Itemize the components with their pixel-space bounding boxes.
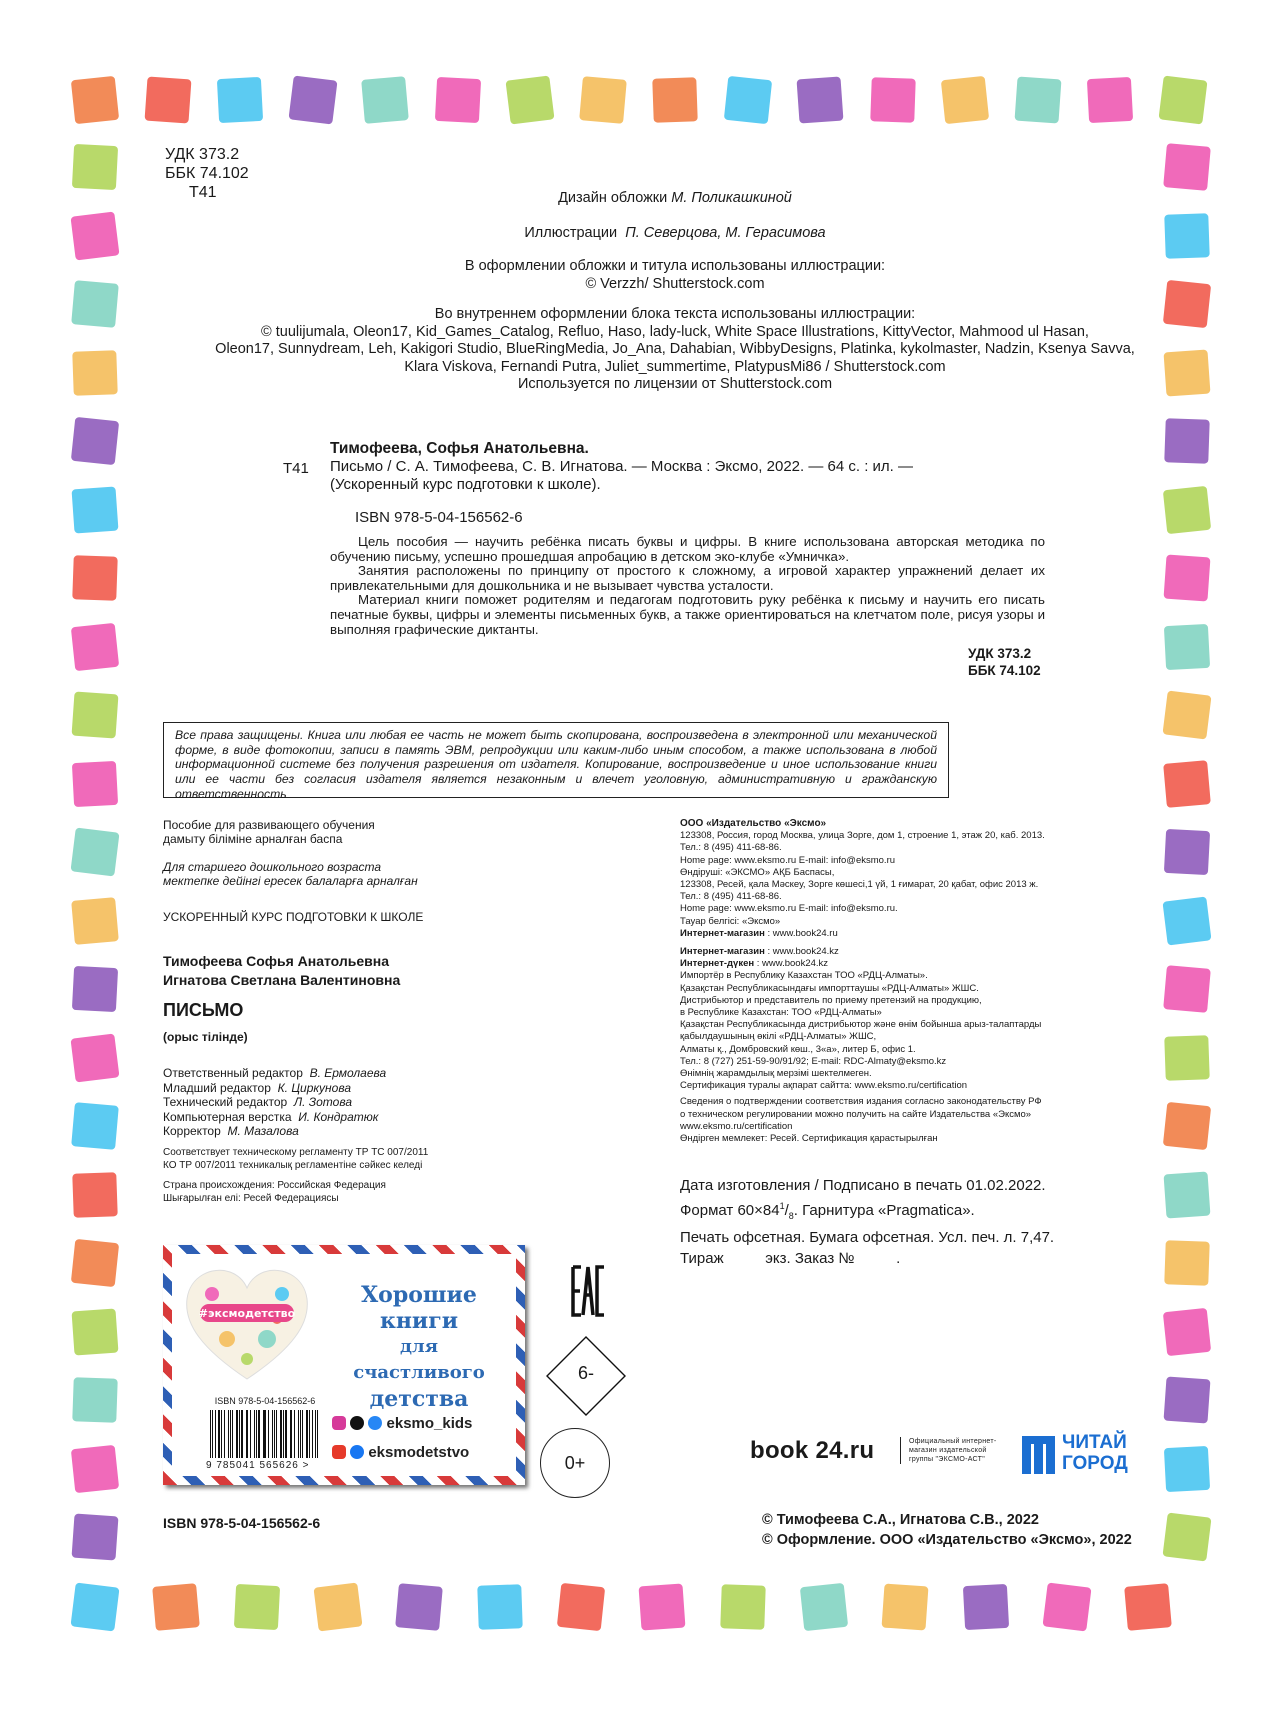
border-square [1164,555,1211,602]
barcode-bar [241,1410,243,1458]
border-square [1163,1307,1211,1355]
isbn-bottom: ISBN 978-5-04-156562-6 [163,1515,321,1531]
social-row-1: eksmo_kids [332,1415,472,1432]
border-square [72,966,118,1012]
barcode-bar [317,1410,318,1458]
border-square [72,486,119,533]
border-square [1162,896,1211,945]
border-square [1042,1582,1091,1631]
border-square [217,77,263,123]
barcode-bar [312,1410,313,1458]
abstract-paragraph: Цель пособия — научить ребёнка писать буквы и цифры. В книге использована авторская методика по обучению письму, успешно прошедшая апробацию в детском эко-клубе «Умничка». [330,534,1045,564]
imprint-staff: Ответственный редактор В. Ермолаева Младший редактор К. Циркунова Технический редактор Л. Зотова Компьютерная верстка И. Кондратюк Корректор М. Мазалова [163,1066,387,1138]
eac-mark-icon [570,1265,606,1317]
barcode-bar [264,1410,266,1458]
border-square [1163,143,1211,191]
border-square [941,76,989,124]
barcode-bar [215,1410,216,1458]
border-square [1163,485,1211,533]
cover-design-credit: Дизайн обложки М. Поликашкиной [558,190,792,206]
border-square [1162,1512,1211,1561]
barcode-bar [232,1410,233,1458]
vk-icon [368,1416,382,1430]
border-square [1162,690,1211,739]
border-square [361,76,409,124]
border-square [639,1584,686,1631]
border-square [505,75,554,124]
border-square [434,77,480,123]
border-square [1158,75,1207,124]
instagram-icon [332,1416,346,1430]
border-square [1164,1240,1210,1286]
barcode-bar [309,1410,310,1458]
border-square [72,555,118,601]
heart-illustration-icon [182,1264,312,1384]
border-square [71,76,119,124]
barcode-bar [315,1410,316,1458]
record-classification: УДК 373.2 ББК 74.102 [968,646,1041,678]
barcode-bar [239,1410,240,1458]
record-line-1: Письмо / С. А. Тимофеева, С. В. Игнатова. — Москва : Эксмо, 2022. — 64 с. : ил. — [330,458,914,475]
rights-notice: Все права защищены. Книга или любая ее часть не может быть скопирована, воспроизведена в электронной или механической форме, в виде фотокопии, записи в память ЭВМ, репродукции или каким-либо иным способом, а также использована в любой информационной системе без получения разрешения от издателя. Копирование, воспроизведение и иное использование книги или ее части без согласия издателя является незаконным и влечет уголовную, административную и гражданскую ответственность [163,722,949,798]
publisher-line: Дистрибьютор и представитель по приему претензий на продукцию, [680,994,982,1006]
barcode-digits: 9 785041 565626 > [206,1460,310,1471]
facebook-icon [350,1445,364,1459]
barcode-bar [221,1410,223,1458]
border-square [1163,760,1211,808]
publisher-line: Қазақстан Республикасындағы импорттаушы «РДЦ-Алматы» ЖШС. [680,982,979,994]
border-square [882,1584,929,1631]
border-square [70,1582,119,1631]
border-square [313,1582,362,1631]
border-square [72,1514,119,1561]
border-square [1163,1102,1211,1150]
border-square [557,1583,605,1631]
barcode-isbn: ISBN 978-5-04-156562-6 [214,1396,316,1406]
imprint-age: Для старшего дошкольного возраста мектепке дейінгі ересек балаларға арналған [163,860,418,888]
publisher-line: в Республике Казахстан: ТОО «РДЦ-Алматы» [680,1007,882,1019]
border-square [72,1308,119,1355]
hashtag-text: #эксмодетство [198,1307,296,1320]
barcode-bar [256,1410,257,1458]
publisher-line: Сертификация туралы ақпарат сайтта: www.eksmo.ru/certification [680,1080,968,1092]
border-square [395,1583,443,1631]
border-square [963,1584,1009,1630]
imprint-title: ПИСЬМО [163,1000,244,1020]
publisher-line: Өнімнің жарамдылық мерзімі шектелмеген. [680,1068,872,1080]
barcode-bar [228,1410,229,1458]
publisher-line: Өндірген мемлекет: Ресей. Сертификация қарастырылған [680,1133,938,1145]
border-square [723,76,771,124]
inner-illustrations-credit: Во внутреннем оформлении блока текста использованы иллюстрации: © tuulijumala, Oleon17, Kid_Games_Catalog, Refluo, Haso, lady-luck, White Space Illustrations, KittyVector, Mahmood ul Hasan, Oleon17, Sunnydream, Leh, Kakigori Studio, BlueRingMedia, Jo_Ana, Dahabian, WibbyDesigns, Platinka, kykolmaster, Nadzin, Ksenya Savva, Klara Viskova, Fernandi Putra, Juliet_summertime, PlatypusMi86 / Shutterstock.com Используется по лицензии от Shutterstock.com [215,306,1135,392]
border-square [1164,418,1210,464]
publisher-name: ООО «Издательство «Эксмо» [680,818,827,829]
imprint-country: Страна происхождения: Российская Федерация Шығарылған елі: Ресей Федерациясы [163,1180,386,1204]
publisher-line: Өндіруші: «ЭКСМО» АҚБ Баспасы, [680,866,835,878]
border-square [72,350,118,396]
illustrations-credit: Иллюстрации П. Северцова, М. Герасимова [524,225,826,241]
publisher-line: Қазақстан Республикасында дистрибьютор және өнім бойынша арыз-талаптарды [680,1019,1042,1031]
border-square [70,827,119,876]
publisher-importer [680,970,1100,1092]
abstract-paragraph: Материал книги поможет родителям и педагогам подготовить руку ребёнка к письму и научить его писать печатные буквы, цифры и элементы письменных букв, а также ориентироваться на клетчатом поле, рисуя узоры и выполняя графические диктанты. [330,592,1045,637]
border-square [71,1444,119,1492]
border-square [1124,1583,1172,1631]
border-square [1164,1171,1211,1218]
barcode-bar [236,1410,237,1458]
border-square [72,760,118,806]
social-row-2: eksmodetstvo [332,1444,469,1461]
border-square [1014,77,1061,124]
border-square [70,211,119,260]
imprint-series: УСКОРЕННЫЙ КУРС ПОДГОТОВКИ К ШКОЛЕ [163,910,424,924]
publisher-line: Сведения о подтверждении соответствия издания согласно законодательству РФ [680,1096,1042,1108]
barcode-bar [283,1410,284,1458]
publisher-line: қабылдаушының өкілі «РДЦ-Алматы» ЖШС, [680,1031,877,1043]
border-square [288,75,337,124]
bbk-code: ББК 74.102 [165,165,249,182]
barcode-bar [218,1410,219,1458]
border-square [1164,829,1210,875]
barcode-bar [247,1410,248,1458]
record-isbn: ISBN 978-5-04-156562-6 [355,509,523,526]
publisher-line: Home page: www.eksmo.ru E-mail: info@eksmo.ru. [680,903,898,915]
book24-logo: book 24.ru Официальный интернет-магазин издательской группы "ЭКСМО-АСТ" [750,1437,874,1465]
record-code: Т41 [283,460,309,477]
border-square [71,897,119,945]
barcode-bar [258,1410,259,1458]
publisher-line: Алматы қ., Домбровский көш., 3«а», литер Б, офис 1. [680,1043,916,1055]
border-square [234,1584,280,1630]
border-square [72,1377,118,1423]
barcode [206,1396,324,1476]
border-square [1164,623,1210,669]
border-square [800,1583,848,1631]
border-square [720,1584,766,1630]
publisher-line: 123308, Ресей, қала Мәскеу, Зорге көшесі,1 үй, 1 ғимарат, 20 қабат, офис 2013 ж. [680,879,1039,891]
barcode-bar [268,1410,269,1458]
eksmo-label-card [163,1245,525,1485]
border-square [71,1102,119,1150]
barcode-bar [254,1410,255,1458]
publisher-certification [680,1096,1100,1145]
abstract [330,535,1045,637]
bibliographic-record [330,440,1053,494]
barcode-bar [250,1410,251,1458]
publisher-info: ООО «Издательство «Эксмо» 123308, Россия, город Москва, улица Зорге, дом 1, строение 1, этаж 20, каб. 2013. Тел.: 8 (495) 411-68-86. Home page: www.eksmo.ru E-mail: info@eksmo.ru Өндіруші: «ЭКСМО» АҚБ Баспасы, 123308, Ресей, қала Мәскеу, Зорге көшесі,1 үй, 1 ғимарат, 20 қабат, офис 2013 ж. Тел.: 8 (495) 411-68-86. Home page: www.eksmo.ru E-mail: info@eksmo.ru. Тауар белгісі: «Эксмо» Интернет-магазин : www.book24.ru Интернет-магазин : www.book24.kz Интернет-дүкен : www.book24.kz Импортёр в Республику Казахстан ТОО «РДЦ-Алматы». Қазақстан Республикасындағы импорттаушы «РДЦ-Алматы» ЖШС. Дистрибьютор и представитель по приему претензий на продукцию, в Республике Казахстан: ТОО «РДЦ-Алматы» Қазақстан Республикасында дистрибьютор және өнім бойынша арыз-талаптарды қабылдаушының өкілі «РДЦ-Алматы» ЖШС, Алматы қ., Домбровский көш., 3«а», литер Б, офис 1. Тел.: 8 (727) 251-59-90/91/92; E-mail: RDC-Almaty@eksmo.kz Өнімнің жарамдылық мерзімі шектелмеген. Сертификация туралы ақпарат сайтта: www.eksmo.ru/certification Сведения о подтверждении соответствия издания согласно законодательству РФ о техническом регулировании можно получить на сайте Издательства «Эксмо» www.eksmo.ru/certification Өндірген мемлекет: Ресей. Сертификация қарастырылған [680,818,1100,1145]
border-square [1164,1035,1210,1081]
barcode-bar [246,1410,247,1458]
abstract-paragraph: Занятия расположены по принципу от простого к сложному, а игровой характер упражнений делает их привлекательными для дошкольника и не вызывает чувства усталости. [330,563,1045,593]
border-square [71,1239,119,1287]
barcode-bar [224,1410,225,1458]
border-square [579,76,627,124]
author-mark: Т41 [189,184,217,201]
border-square [797,77,844,124]
copyright: © Тимофеева С.А., Игнатова С.В., 2022 © Оформление. ООО «Издательство «Эксмо», 2022 [762,1512,1132,1548]
publisher-line: о техническом регулировании можно получить на сайте Издательства «Эксмо» [680,1108,1032,1120]
border-square [70,1033,119,1082]
border-square [1087,77,1133,123]
barcode-bar [280,1410,282,1458]
barcode-bar [276,1410,277,1458]
barcode-bar [274,1410,275,1458]
publisher-line: Home page: www.eksmo.ru E-mail: info@eksmo.ru [680,854,896,866]
publisher-line: www.eksmo.ru/certification [680,1120,793,1132]
imprint-regulation: Соответствует техническому регламенту ТР ТС 007/2011 КО ТР 007/2011 техникалық регламентіне сәйкес келеді [163,1147,429,1171]
border-square [71,280,119,328]
barcode-bar [290,1410,291,1458]
publisher-line: Импортёр в Республику Казахстан ТОО «РДЦ-Алматы». [680,970,928,982]
border-square [652,77,698,123]
border-square [1163,965,1211,1013]
border-square [72,144,118,190]
record-author: Тимофеева, Софья Анатольевна. [330,440,589,457]
print-info: Дата изготовления / Подписано в печать 01.02.2022. Формат $60\times 84^1/_8$. Гарнитура «Pragmatica». Печать офсетная. Бумага офсетная. Усл. печ. л. 7,47. Тираж экз. Заказ № . [680,1177,1055,1267]
border-square [870,77,916,123]
udk-code: УДК 373.2 [165,146,240,163]
border-square [72,692,119,739]
book24-subtitle: Официальный интернет-магазин издательской группы "ЭКСМО-АСТ" [900,1437,1009,1464]
border-square [152,1583,200,1631]
border-square [71,622,119,670]
border-square [72,1172,118,1218]
border-square [1164,1377,1211,1424]
barcode-bar [291,1410,292,1458]
barcode-bar [302,1410,303,1458]
age-6-mark: 6- [545,1335,627,1417]
barcode-bar [212,1410,213,1458]
publisher-line: Тел.: 8 (727) 251-59-90/91/92; E-mail: RDC-Almaty@eksmo.kz [680,1055,947,1067]
cover-illustrations-credit: В оформлении обложки и титула использованы иллюстрации: © Verzzh/ Shutterstock.com [464,258,886,292]
barcode-bar [300,1410,301,1458]
barcode-bar [285,1410,286,1458]
record-line-2: (Ускоренный курс подготовки к школе). [330,476,601,493]
youtube-icon [332,1445,346,1459]
barcode-bar [294,1410,295,1458]
barcode-bar [298,1410,299,1458]
imprint-language: (орыс тілінде) [163,1030,248,1044]
barcode-bar [263,1410,264,1458]
publisher-line: 123308, Россия, город Москва, улица Зорге, дом 1, строение 1, этаж 20, каб. 2013. [680,830,1045,842]
slogan: Хорошие книги для счастливого детства [353,1282,485,1412]
border-square [144,77,191,124]
border-square [71,417,119,465]
border-square [1164,1445,1210,1491]
imprint-purpose: Пособие для развивающего обучения дамыту біліміне арналған баспа [163,818,375,846]
chitai-gorod-mark-icon [1022,1436,1056,1474]
publisher-line: Тел.: 8 (495) 411-68-86. [680,891,782,903]
barcode-bar [210,1410,211,1458]
barcode-bar [306,1410,308,1458]
border-square [477,1584,523,1630]
age-0-mark: 0+ [540,1428,610,1498]
publisher-line: Тауар белгісі: «Эксмо» [680,915,781,927]
publisher-line: Тел.: 8 (495) 411-68-86. [680,842,782,854]
publisher-address [680,830,1100,928]
barcode-bar [272,1410,273,1458]
barcode-bar [230,1410,231,1458]
tiktok-icon [350,1416,364,1430]
barcode-bars [210,1410,320,1458]
imprint-authors: Тимофеева Софья Анатольевна Игнатова Светлана Валентиновна [163,953,401,988]
